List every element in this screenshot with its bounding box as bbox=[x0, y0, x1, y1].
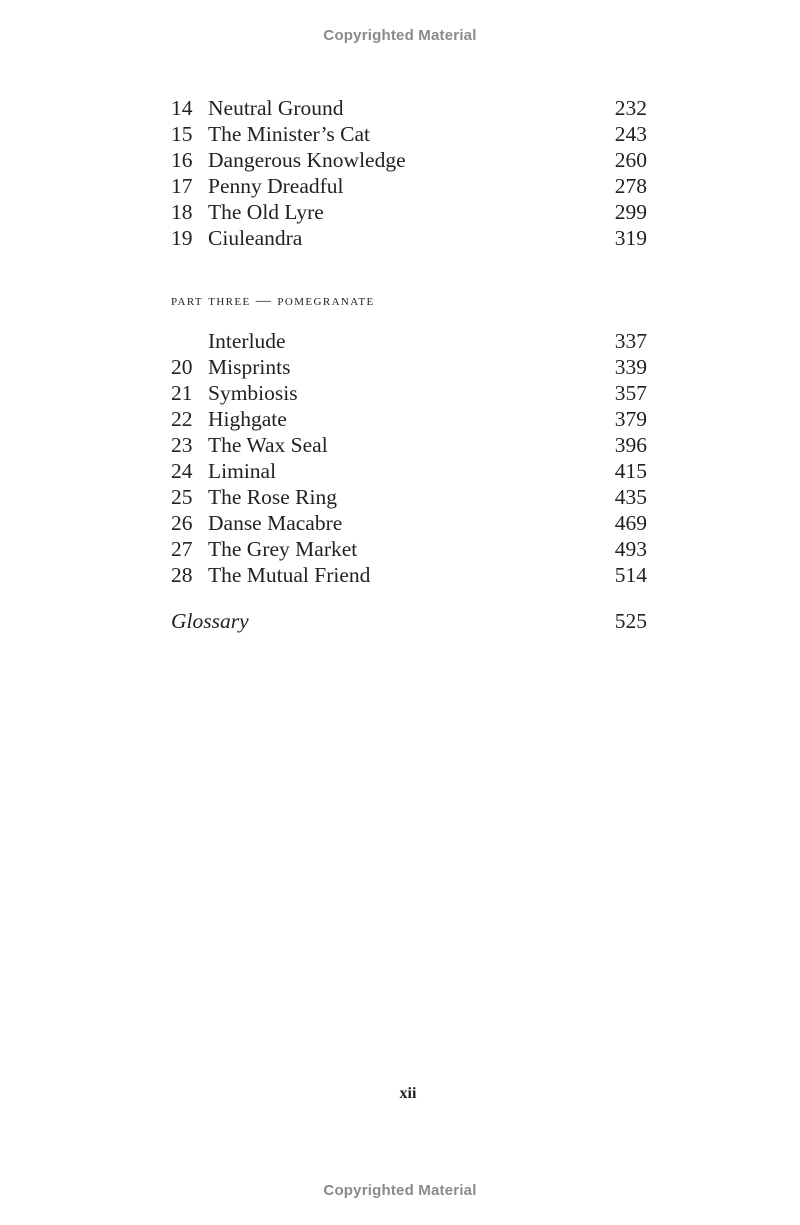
chapter-title: Liminal bbox=[208, 459, 277, 483]
chapter-title: Dangerous Knowledge bbox=[208, 148, 406, 172]
toc-entry[interactable] bbox=[171, 147, 647, 173]
toc-entry[interactable] bbox=[171, 173, 647, 199]
page-folio: xii bbox=[399, 1085, 417, 1102]
chapter-title: Penny Dreadful bbox=[208, 174, 344, 198]
chapter-number: 25 bbox=[171, 485, 193, 509]
page-number: 415 bbox=[614, 459, 647, 483]
copyright-watermark-bottom: Copyrighted Material bbox=[323, 1182, 477, 1199]
chapter-number: 21 bbox=[171, 381, 193, 405]
chapter-title: Symbiosis bbox=[208, 381, 298, 405]
chapter-number: 27 bbox=[171, 537, 193, 561]
part-heading: part three — pomegranate bbox=[171, 293, 375, 309]
toc-entry[interactable] bbox=[171, 354, 647, 380]
toc-entry[interactable] bbox=[171, 406, 647, 432]
toc-part-two-entries bbox=[171, 95, 647, 251]
chapter-number: 28 bbox=[171, 563, 193, 587]
glossary-title: Glossary bbox=[171, 609, 249, 633]
chapter-title: Interlude bbox=[208, 329, 286, 353]
chapter-title: The Old Lyre bbox=[208, 200, 324, 224]
chapter-title: Highgate bbox=[208, 407, 287, 431]
page-number: 469 bbox=[614, 511, 647, 535]
chapter-title: The Wax Seal bbox=[208, 433, 328, 457]
chapter-title: Danse Macabre bbox=[208, 511, 343, 535]
chapter-number: 22 bbox=[171, 407, 193, 431]
toc-entry[interactable] bbox=[171, 458, 647, 484]
toc-entry[interactable] bbox=[171, 199, 647, 225]
page-number: 337 bbox=[614, 329, 647, 353]
page-number: 435 bbox=[614, 485, 647, 509]
page-number: 493 bbox=[614, 537, 647, 561]
toc-entry[interactable] bbox=[171, 328, 647, 354]
page-number: 260 bbox=[614, 148, 647, 172]
chapter-title: Ciuleandra bbox=[208, 226, 303, 250]
chapter-title: Misprints bbox=[208, 355, 291, 379]
page-number: 299 bbox=[614, 200, 647, 224]
chapter-title: The Rose Ring bbox=[208, 485, 337, 509]
page-number: 278 bbox=[614, 174, 647, 198]
chapter-number: 18 bbox=[171, 200, 193, 224]
chapter-number: 19 bbox=[171, 226, 193, 250]
toc-entry[interactable] bbox=[171, 562, 647, 588]
chapter-title: The Minister’s Cat bbox=[208, 122, 371, 146]
page-number: 514 bbox=[614, 563, 647, 587]
chapter-title: The Grey Market bbox=[208, 537, 358, 561]
toc-entry[interactable] bbox=[171, 484, 647, 510]
page-number: 525 bbox=[614, 609, 647, 633]
toc-entry[interactable] bbox=[171, 225, 647, 251]
chapter-number: 23 bbox=[171, 433, 193, 457]
copyright-watermark-top: Copyrighted Material bbox=[323, 27, 477, 44]
chapter-number: 15 bbox=[171, 122, 193, 146]
toc-entry[interactable] bbox=[171, 510, 647, 536]
chapter-number: 24 bbox=[171, 459, 193, 483]
page-number: 396 bbox=[614, 433, 647, 457]
toc-entry[interactable] bbox=[171, 380, 647, 406]
chapter-title: The Mutual Friend bbox=[208, 563, 371, 587]
toc-entry[interactable] bbox=[171, 432, 647, 458]
chapter-title: Neutral Ground bbox=[208, 96, 344, 120]
chapter-number: 20 bbox=[171, 355, 193, 379]
page-number: 319 bbox=[614, 226, 647, 250]
page-number: 243 bbox=[614, 122, 647, 146]
chapter-number: 14 bbox=[171, 96, 193, 120]
toc-glossary-entry[interactable] bbox=[171, 608, 647, 634]
page-number: 379 bbox=[614, 407, 647, 431]
toc-entry[interactable] bbox=[171, 121, 647, 147]
toc-entry[interactable] bbox=[171, 536, 647, 562]
page-number: 339 bbox=[614, 355, 647, 379]
chapter-number: 16 bbox=[171, 148, 193, 172]
chapter-number: 26 bbox=[171, 511, 193, 535]
toc-part-three-entries bbox=[171, 328, 647, 588]
page-number: 357 bbox=[614, 381, 647, 405]
toc-entry[interactable] bbox=[171, 95, 647, 121]
page-number: 232 bbox=[614, 96, 647, 120]
chapter-number: 17 bbox=[171, 174, 193, 198]
